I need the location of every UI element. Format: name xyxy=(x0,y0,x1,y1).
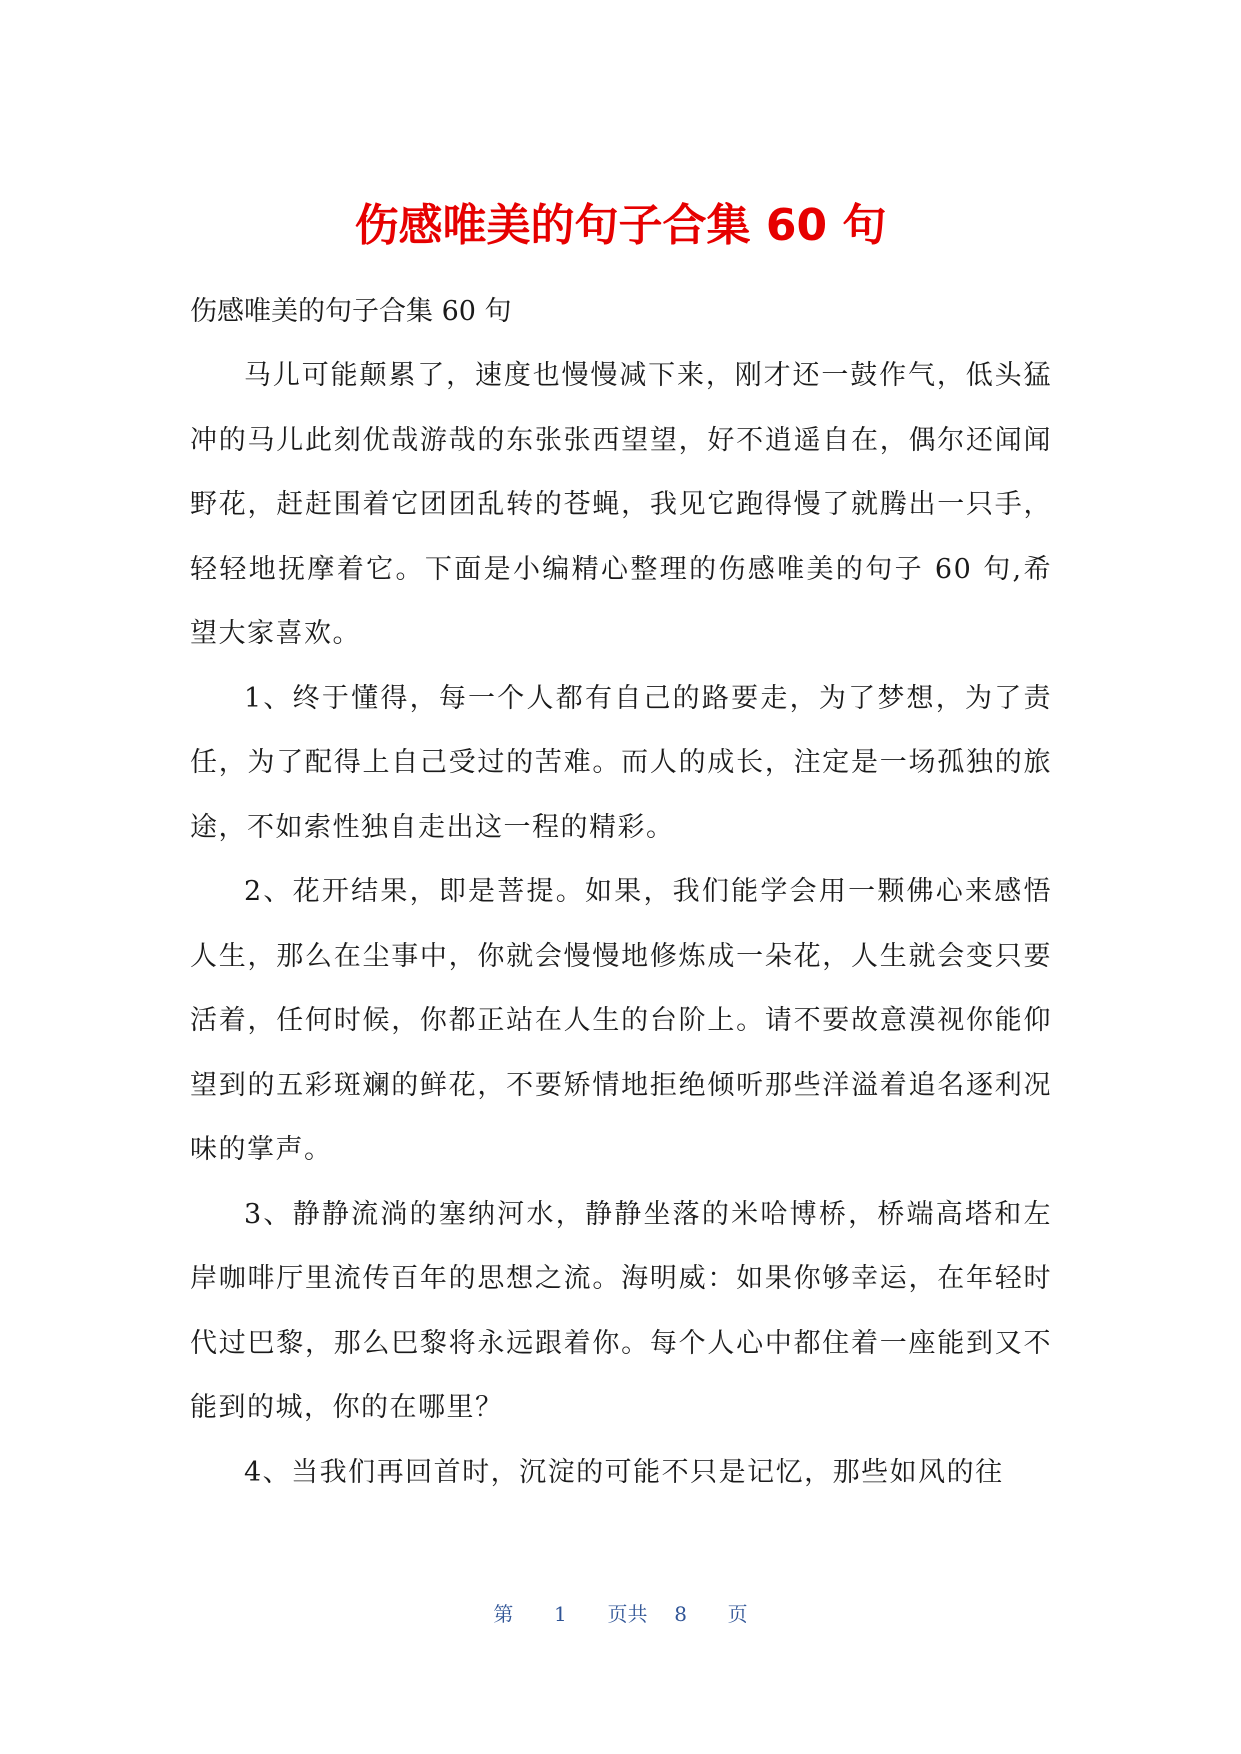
footer-current-page: 1 xyxy=(554,1602,567,1626)
paragraph-2: 2、花开结果，即是菩提。如果，我们能学会用一颗佛心来感悟人生，那么在尘事中，你就会慢慢地修炼成一朵花，人生就会变只要活着，任何时候，你都正站在人生的台阶上。请不要故意漠视你能仰望到的五彩斑斓的鲜花，不要矫情地拒绝倾听那些洋溢着追名逐利况味的掌声。 xyxy=(190,876,1052,1165)
intro-paragraph: 马儿可能颠累了，速度也慢慢减下来，刚才还一鼓作气，低头猛冲的马儿此刻优哉游哉的东张张西望望，好不逍遥自在，偶尔还闻闻野花，赶赶围着它团团乱转的苍蝇，我见它跑得慢了就腾出一只手，轻轻地抚摩着它。下面是小编精心整理的伤感唯美的句子 60 句,希望大家喜欢。 xyxy=(190,360,1052,649)
document-title: 伤感唯美的句子合集 60 句 xyxy=(354,200,887,251)
footer-middle: 页共 xyxy=(607,1602,648,1626)
paragraph-4: 4、当我们再回首时，沉淀的可能不只是记忆，那些如风的往 xyxy=(244,1456,1004,1488)
footer-suffix: 页 xyxy=(727,1602,748,1626)
document-body xyxy=(190,280,1052,1505)
footer-prefix: 第 xyxy=(493,1602,514,1626)
paragraph-3: 3、静静流淌的塞纳河水，静静坐落的米哈博桥，桥端高塔和左岸咖啡厅里流传百年的思想之流。海明威：如果你够幸运，在年轻时代过巴黎，那么巴黎将永远跟着你。每个人心中都住着一座能到又不能到的城，你的在哪里？ xyxy=(190,1198,1052,1423)
paragraph-1: 1、终于懂得，每一个人都有自己的路要走，为了梦想，为了责任，为了配得上自己受过的苦难。而人的成长，注定是一场孤独的旅途，不如索性独自走出这一程的精彩。 xyxy=(190,682,1052,843)
footer-total-pages: 8 xyxy=(674,1602,687,1626)
document-subtitle: 伤感唯美的句子合集 60 句 xyxy=(190,296,512,327)
page-footer xyxy=(0,1598,1241,1627)
